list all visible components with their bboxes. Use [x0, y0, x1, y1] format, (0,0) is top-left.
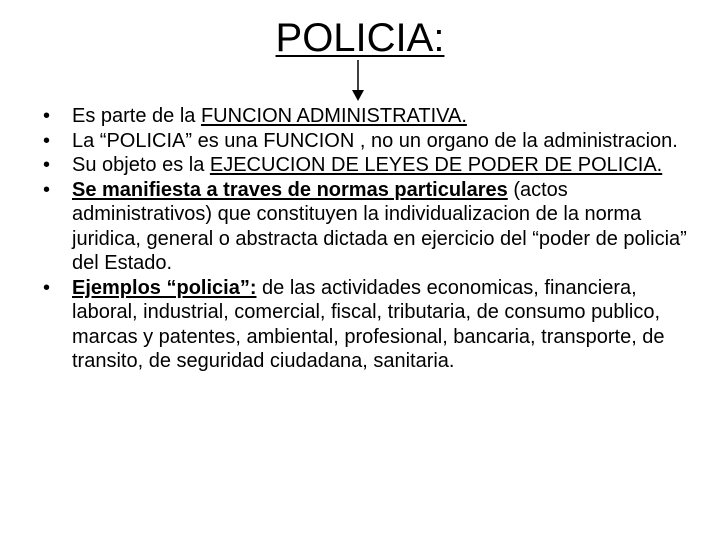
down-arrow-icon	[347, 60, 369, 102]
slide-title	[0, 14, 720, 62]
bullet-text: Su objeto es la	[72, 154, 210, 176]
bullet-item-organo	[0, 129, 720, 154]
bullet-emphasis: Se manifiesta a traves de normas particulares	[72, 178, 508, 201]
bullet-item-funcion	[0, 104, 720, 129]
bullet-dot: •	[43, 154, 51, 176]
bullet-text: La “POLICIA” es una FUNCION , no un organo de la administracion.	[72, 129, 678, 152]
bullet-dot: •	[43, 276, 51, 299]
bullet-text: Es parte de la	[72, 105, 201, 127]
slide-title-text: POLICIA:	[275, 16, 445, 60]
bullet-text: de las actividades economicas, financiera, laboral, industrial, comercial, fiscal, tributaria, de consumo publico, marcas y patentes, ambiental, profesional, bancaria, transporte, de transito, de seguridad ciudadana, sanitaria.	[72, 276, 665, 372]
bullet-text: (actos administrativos) que constituyen la individualizacion de la norma juridica, general o abstracta dictada en ejercicio del “poder de policia” del Estado.	[72, 178, 687, 274]
bullet-emphasis: FUNCION ADMINISTRATIVA.	[200, 105, 467, 127]
bullet-emphasis: Ejemplos “policia”:	[72, 276, 257, 299]
bullet-item-manifiesta	[0, 178, 720, 276]
bullet-dot: •	[43, 105, 51, 127]
bullet-emphasis: EJECUCION DE LEYES DE PODER DE POLICIA.	[209, 154, 663, 176]
bullet-item-objeto	[0, 153, 720, 178]
bullet-dot: •	[43, 178, 51, 201]
bullet-list	[0, 104, 720, 374]
bullet-item-ejemplos	[0, 276, 720, 374]
bullet-dot: •	[43, 129, 51, 152]
